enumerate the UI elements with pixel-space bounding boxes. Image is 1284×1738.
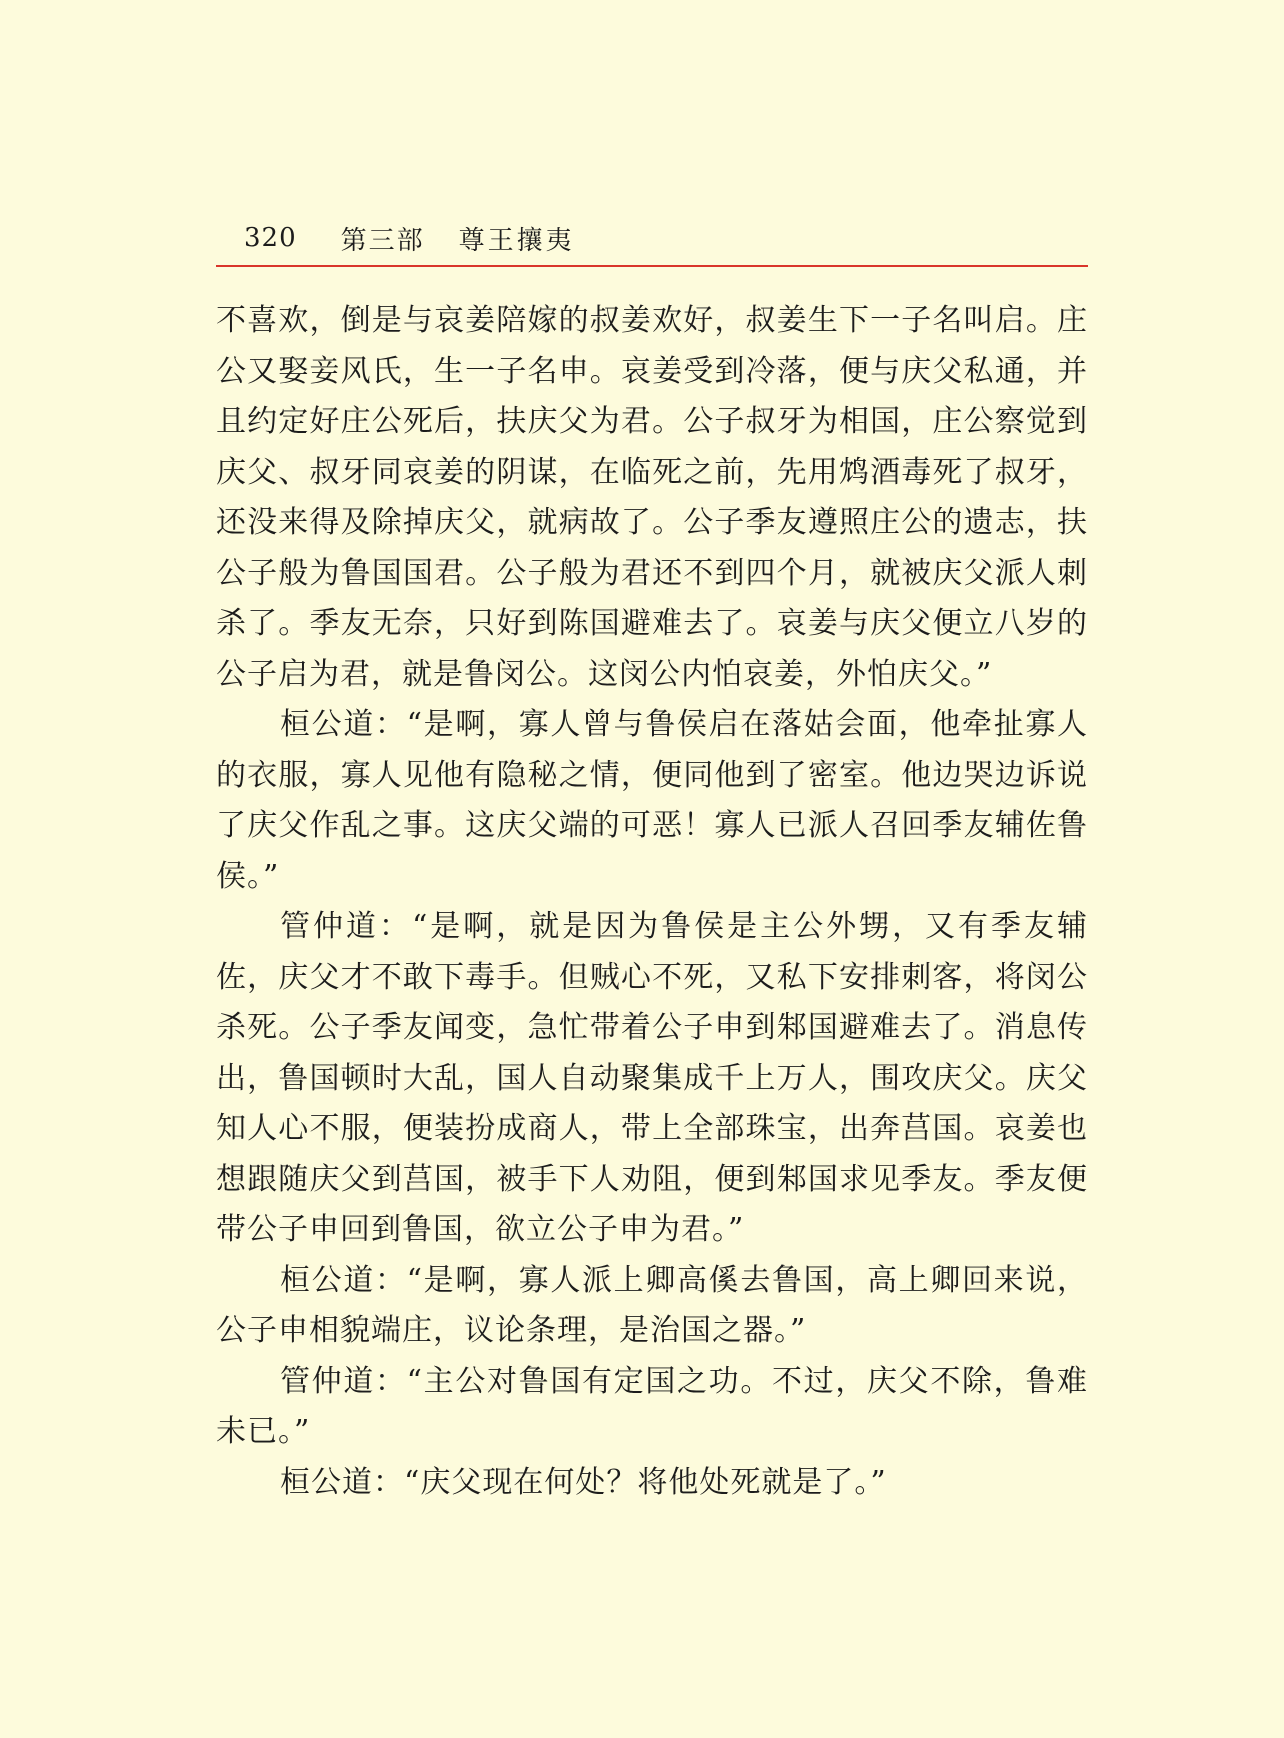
paragraph-1: 不喜欢，倒是与哀姜陪嫁的叔姜欢好，叔姜生下一子名叫启。庄公又娶妾风氏，生一子名申。哀姜受到冷落，便与庆父私通，并且约定好庄公死后，扶庆父为君。公子叔牙为相国，庄公察觉到庆父、叔牙同哀姜的阴谋，在临死之前，先用鸩酒毒死了叔牙，还没来得及除掉庆父，就病故了。公子季友遵照庄公的遗志，扶公子般为鲁国国君。公子般为君还不到四个月，就被庆父派人刺杀了。季友无奈，只好到陈国避难去了。哀姜与庆父便立八岁的公子启为君，就是鲁闵公。这闵公内怕哀姜，外怕庆父。” [216, 303, 1088, 692]
part-title: 尊王攘夷 [458, 225, 575, 256]
paragraph-6: 桓公道：“庆父现在何处？将他处死就是了。” [280, 1464, 887, 1500]
paragraph-4: 桓公道：“是啊，寡人派上卿高傒去鲁国，高上卿回来说，公子申相貌端庄，议论条理，是治国之器。” [216, 1262, 1088, 1348]
paragraph-5: 管仲道：“主公对鲁国有定国之功。不过，庆父不除，鲁难未已。” [216, 1363, 1088, 1449]
header-rule [216, 265, 1088, 267]
paragraph-2: 桓公道：“是啊，寡人曾与鲁侯启在落姑会面，他牵扯寡人的衣服，寡人见他有隐秘之情，便同他到了密室。他边哭边诉说了庆父作乱之事。这庆父端的可恶！寡人已派人召回季友辅佐鲁侯。” [216, 707, 1088, 894]
paragraph-3: 管仲道：“是啊，就是因为鲁侯是主公外甥，又有季友辅佐，庆父才不敢下毒手。但贼心不死，又私下安排刺客，将闵公杀死。公子季友闻变，急忙带着公子申到邾国避难去了。消息传出，鲁国顿时大乱，国人自动聚集成千上万人，围攻庆父。庆父知人心不服，便装扮成商人，带上全部珠宝，出奔莒国。哀姜也想跟随庆父到莒国，被手下人劝阻，便到邾国求见季友。季友便带公子申回到鲁国，欲立公子申为君。” [216, 909, 1088, 1247]
part-label: 第三部 [340, 225, 425, 256]
running-header [216, 218, 1088, 258]
page-number: 320 [244, 223, 297, 253]
body-text [216, 296, 1088, 1508]
